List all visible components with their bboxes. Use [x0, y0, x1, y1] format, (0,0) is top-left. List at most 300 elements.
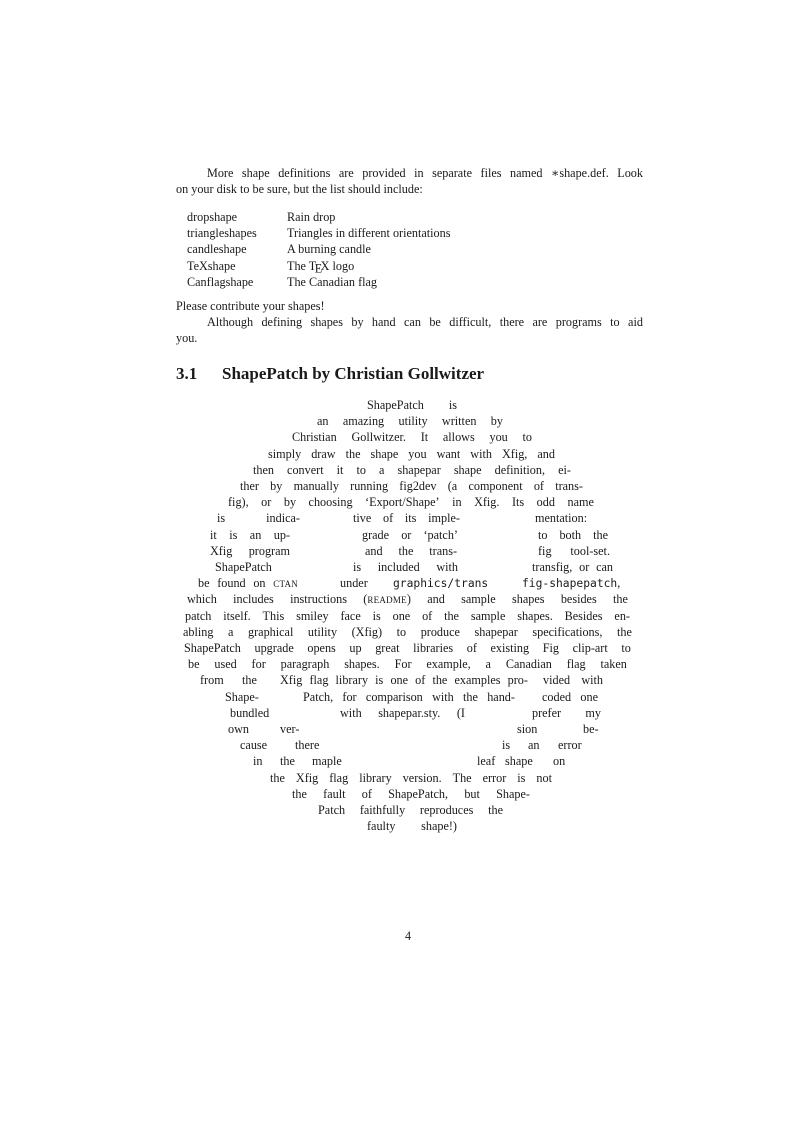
text-part: is: [229, 527, 238, 542]
text-part: is: [375, 673, 384, 688]
text-part: under: [340, 576, 368, 591]
word: [367, 818, 395, 834]
text-part: the: [270, 770, 285, 785]
word: [266, 510, 300, 526]
word: [284, 494, 296, 510]
text-part: with: [581, 673, 603, 688]
text-part: the: [292, 786, 307, 801]
text-line: [176, 543, 643, 560]
text-part: on: [553, 754, 566, 769]
word: [395, 656, 412, 672]
text-part: with: [436, 560, 458, 574]
text-part: bundled: [230, 705, 270, 720]
word: [555, 478, 583, 494]
text-part: libraries: [413, 641, 454, 655]
text-part: in: [253, 754, 263, 769]
text-segment: [583, 721, 599, 737]
text-part: to: [610, 315, 620, 330]
text-part: be: [198, 576, 210, 591]
text-line: [176, 510, 643, 527]
word: [365, 543, 383, 559]
text-part: Its: [511, 495, 525, 510]
text-part: tool-set.: [570, 543, 610, 558]
word: [559, 527, 581, 543]
word: [448, 478, 457, 494]
text-part: triangleshapes: [187, 226, 257, 241]
word: [296, 770, 318, 786]
text-line: [176, 274, 643, 291]
word: [508, 672, 528, 688]
text-part: you: [489, 430, 508, 445]
word: [270, 770, 285, 786]
text-part: shape: [241, 166, 270, 180]
text-line: [176, 446, 643, 463]
text-segment: [295, 737, 319, 753]
text-part: fig2dev: [399, 479, 437, 493]
text-part: fig),: [228, 495, 249, 510]
word: [570, 543, 610, 559]
word: [373, 608, 381, 624]
text-part: Canflagshape: [187, 274, 254, 289]
word: [596, 559, 613, 575]
text-part: flag: [309, 673, 329, 688]
shape-description: [287, 241, 371, 257]
word: [565, 608, 603, 624]
word: [408, 446, 426, 462]
word: [610, 314, 619, 330]
text-part: grade: [362, 527, 390, 542]
text-segment: [340, 575, 368, 591]
word: [432, 689, 454, 705]
text-part: one: [580, 689, 598, 704]
text-part: ): [406, 592, 411, 607]
text-part: shapes.: [344, 657, 380, 672]
text-part: upgrade: [254, 641, 294, 655]
word: [512, 494, 524, 510]
text-line: [176, 656, 643, 673]
text-part: its: [404, 511, 417, 526]
word: [427, 591, 445, 607]
text-part: or: [401, 527, 412, 542]
word: [532, 559, 572, 575]
text-part: which: [187, 592, 217, 607]
word: [270, 478, 282, 494]
word: [318, 802, 345, 818]
text-part: of: [361, 786, 372, 801]
text-part: component: [468, 479, 523, 493]
word: [502, 446, 527, 462]
text-segment: [268, 446, 555, 462]
text-part: program: [248, 543, 290, 558]
word: [536, 770, 552, 786]
word: [344, 656, 380, 672]
text-part: a: [378, 462, 385, 477]
word: [378, 559, 420, 575]
word: [558, 462, 571, 478]
word: [296, 608, 329, 624]
text-line: [176, 494, 643, 511]
text-part: library: [335, 673, 369, 688]
text-segment: [477, 753, 495, 769]
word: [414, 165, 423, 181]
text-segment: [553, 753, 565, 769]
text-part: shapepar: [474, 624, 518, 639]
text-line: [176, 705, 643, 722]
text-line: [176, 225, 643, 242]
word: [398, 543, 413, 559]
text-part: faithfully: [359, 803, 406, 817]
word: [461, 591, 496, 607]
shape-description: [287, 274, 377, 290]
text-part: leaf: [477, 754, 496, 769]
text-part: Xfig: [210, 543, 233, 558]
text-segment: [543, 672, 603, 688]
page-number: [405, 928, 411, 944]
text-segment: [198, 575, 298, 591]
text-line: [176, 624, 643, 641]
text-part: ShapePatch by Christian Gollwitzer: [222, 364, 485, 383]
text-part: by: [490, 414, 503, 429]
text-segment: [217, 510, 300, 526]
text-part: besides: [560, 592, 597, 607]
text-part: be: [188, 657, 200, 672]
word: [449, 397, 457, 413]
text-part: imple-: [428, 511, 460, 526]
text-part: instructions: [290, 592, 347, 607]
text-part: flag: [329, 770, 349, 785]
text-line: [176, 397, 643, 414]
text-line: [176, 364, 643, 385]
text-part: convert: [287, 462, 324, 477]
word: [454, 672, 500, 688]
word: [600, 656, 626, 672]
word: [621, 640, 630, 656]
word: [268, 446, 301, 462]
word: [490, 640, 529, 656]
text-part: (Xfig): [351, 624, 383, 639]
word: [365, 494, 439, 510]
text-part: files: [480, 166, 502, 180]
text-part: shape: [370, 446, 399, 461]
text-part: to: [621, 641, 631, 655]
text-part: candleshape: [187, 242, 247, 257]
word: [452, 494, 461, 510]
word: [366, 689, 423, 705]
word: [423, 527, 458, 543]
word: [287, 462, 324, 478]
text-segment: [187, 591, 628, 607]
text-part: is: [217, 511, 226, 526]
text-part: running: [350, 479, 389, 493]
text-part: sample: [461, 592, 496, 607]
word: [292, 786, 307, 802]
word: [429, 314, 441, 330]
word: [593, 527, 608, 543]
text-part: graphical: [248, 624, 294, 639]
word: [184, 640, 241, 656]
word: [464, 786, 480, 802]
word: [390, 672, 408, 688]
text-line: [176, 608, 643, 625]
word: [253, 575, 265, 591]
text-part: Look: [617, 166, 643, 180]
text-line: [176, 314, 643, 331]
text-part: reproduces: [419, 803, 474, 817]
text-segment: [532, 705, 601, 721]
text-part: Xfig: [280, 673, 303, 688]
text-part: by: [283, 495, 297, 510]
text-part: Although: [207, 315, 254, 330]
text-part: More: [207, 166, 234, 180]
word: [399, 478, 436, 494]
word: [397, 624, 406, 640]
word: [489, 429, 507, 445]
text-line: [176, 298, 643, 315]
text-part: is: [372, 608, 381, 623]
word: [362, 165, 405, 181]
text-part: error: [558, 738, 582, 753]
text-segment: [532, 559, 613, 575]
text-segment: [292, 429, 532, 445]
text-part: Canadian: [505, 657, 552, 672]
word: [292, 429, 337, 445]
text-part: (: [363, 592, 368, 607]
text-part-mono: fig-shapepatch: [522, 577, 618, 591]
shape-description: [287, 225, 451, 241]
text-part: ShapePatch: [367, 398, 424, 412]
word: [467, 640, 477, 656]
word: [542, 689, 571, 705]
text-segment: [200, 672, 224, 688]
word: [413, 640, 453, 656]
text-part: indica-: [266, 511, 300, 526]
text-part: the: [280, 754, 295, 769]
word: [579, 559, 589, 575]
text-line: [176, 737, 643, 754]
word: [323, 786, 345, 802]
text-part: shape: [453, 462, 482, 477]
text-part: Triangles in different orientations: [287, 226, 451, 241]
text-part: or: [579, 560, 590, 574]
word: [398, 413, 427, 429]
word: [353, 510, 371, 526]
text-part: to: [538, 527, 548, 542]
section-number: [176, 364, 197, 384]
text-segment: [253, 753, 262, 769]
word: [510, 165, 543, 181]
word: [393, 608, 411, 624]
text-part: Patch,: [303, 689, 334, 704]
text-part: be-: [583, 722, 599, 736]
text-segment: [502, 737, 510, 753]
word: [214, 656, 236, 672]
word: [367, 397, 424, 413]
text-part: and: [365, 543, 383, 558]
text-part: in: [414, 166, 424, 180]
text-part: utility: [398, 414, 428, 429]
text-part: fig: [538, 543, 552, 558]
text-part: clip-art: [572, 641, 608, 655]
text-part: then: [253, 462, 274, 477]
text-part: an: [317, 414, 329, 429]
word: [198, 575, 210, 591]
word: [349, 640, 361, 656]
text-part: It: [420, 430, 429, 445]
text-part: the: [593, 527, 608, 542]
word: [362, 786, 372, 802]
text-part: hand: [371, 315, 396, 330]
word: [310, 314, 343, 330]
word: [585, 705, 601, 721]
text-part: you: [408, 446, 427, 461]
word: [210, 527, 217, 543]
word: [506, 656, 552, 672]
text-part: The T: [287, 258, 317, 273]
text-part: shapepar.sty.: [378, 705, 441, 720]
text-part: taken: [600, 657, 627, 672]
text-line: [176, 770, 643, 787]
text-part: manually: [293, 479, 339, 493]
text-part: and: [537, 446, 555, 461]
word: [372, 314, 396, 330]
text-segment: [353, 510, 460, 526]
text-segment: [228, 494, 594, 510]
word: [401, 527, 411, 543]
word: [188, 656, 200, 672]
text-part: existing: [490, 641, 530, 655]
text-segment: [353, 559, 458, 575]
text-part: to: [356, 462, 366, 477]
word: [444, 608, 459, 624]
word: [337, 462, 344, 478]
word: [481, 165, 502, 181]
word: [340, 705, 362, 721]
text-line: [176, 559, 643, 576]
text-part: both: [559, 527, 582, 542]
text-part: vided: [543, 673, 571, 688]
text-part: face: [340, 608, 361, 623]
word: [421, 624, 460, 640]
text-part: trans-: [555, 479, 583, 493]
text-part: flag: [566, 657, 586, 672]
word: [340, 608, 360, 624]
text-segment: [207, 165, 643, 181]
text-part: shape: [505, 754, 533, 769]
text-segment: [183, 624, 632, 640]
text-part: ShapePatch: [184, 641, 241, 655]
text-part: Xfig: [295, 770, 319, 785]
text-part: name: [567, 495, 594, 510]
word: [403, 770, 442, 786]
word: [187, 591, 217, 607]
word: [353, 559, 361, 575]
text-part: Xfig,: [501, 446, 528, 461]
word: [551, 165, 609, 181]
word: [573, 640, 608, 656]
word: [309, 672, 328, 688]
word: [346, 446, 361, 462]
word: [359, 770, 392, 786]
word: [309, 494, 353, 510]
word: [454, 462, 482, 478]
word: [432, 672, 447, 688]
word: [278, 165, 330, 181]
word: [538, 543, 552, 559]
text-part: trans-: [429, 543, 457, 558]
text-part: version.: [402, 770, 442, 785]
text-part: want: [436, 446, 461, 461]
word: [280, 672, 302, 688]
text-part: draw: [311, 446, 336, 461]
text-part-sc: readme: [367, 592, 407, 607]
word: [517, 608, 553, 624]
text-part: Xfig.: [474, 495, 500, 510]
word: [453, 770, 472, 786]
text-part: ‘patch’: [423, 527, 458, 542]
shape-name: [187, 258, 236, 274]
text-part: own: [228, 722, 249, 736]
word: [261, 314, 302, 330]
text-part: are: [338, 166, 354, 180]
text-part: the: [463, 689, 478, 704]
word: [421, 429, 428, 445]
word: [537, 494, 555, 510]
word: [249, 543, 290, 559]
text-line: [176, 672, 643, 689]
text-line: [176, 640, 643, 657]
shape-name: [187, 274, 253, 290]
word: [457, 705, 465, 721]
text-part: paragraph: [280, 657, 330, 672]
word: [261, 494, 271, 510]
word: [556, 314, 602, 330]
text-part: tive: [353, 511, 372, 526]
text-segment: [280, 672, 528, 688]
text-segment: [517, 721, 537, 737]
text-part: Christian: [292, 430, 337, 445]
text-line: [176, 721, 643, 738]
word: [487, 689, 515, 705]
text-part: to: [522, 430, 532, 445]
text-part: dropshape: [187, 210, 238, 224]
text-line: [176, 928, 643, 945]
text-part: opens: [307, 641, 336, 655]
text-part: the: [444, 608, 459, 623]
text-part: there: [295, 738, 320, 753]
text-part: pro-: [507, 673, 528, 688]
text-part: itself.: [223, 608, 251, 623]
text-part: transfig,: [532, 560, 573, 574]
text-part: ver-: [280, 722, 300, 736]
word: [432, 165, 472, 181]
text-part: 3.1: [176, 364, 198, 383]
text-part: written: [441, 414, 477, 429]
word: [240, 478, 259, 494]
text-segment: [538, 543, 610, 559]
word: [371, 446, 399, 462]
text-part: smiley: [296, 608, 329, 623]
text-part: a: [485, 657, 491, 672]
text-line: [176, 241, 643, 258]
text-part: with: [432, 689, 454, 704]
text-part: produce: [420, 624, 460, 639]
text-part: Rain drop: [287, 210, 336, 224]
word: [463, 689, 478, 705]
word: [233, 591, 274, 607]
word: [242, 165, 270, 181]
text-part: is: [448, 398, 457, 412]
text-part: be: [429, 315, 441, 330]
